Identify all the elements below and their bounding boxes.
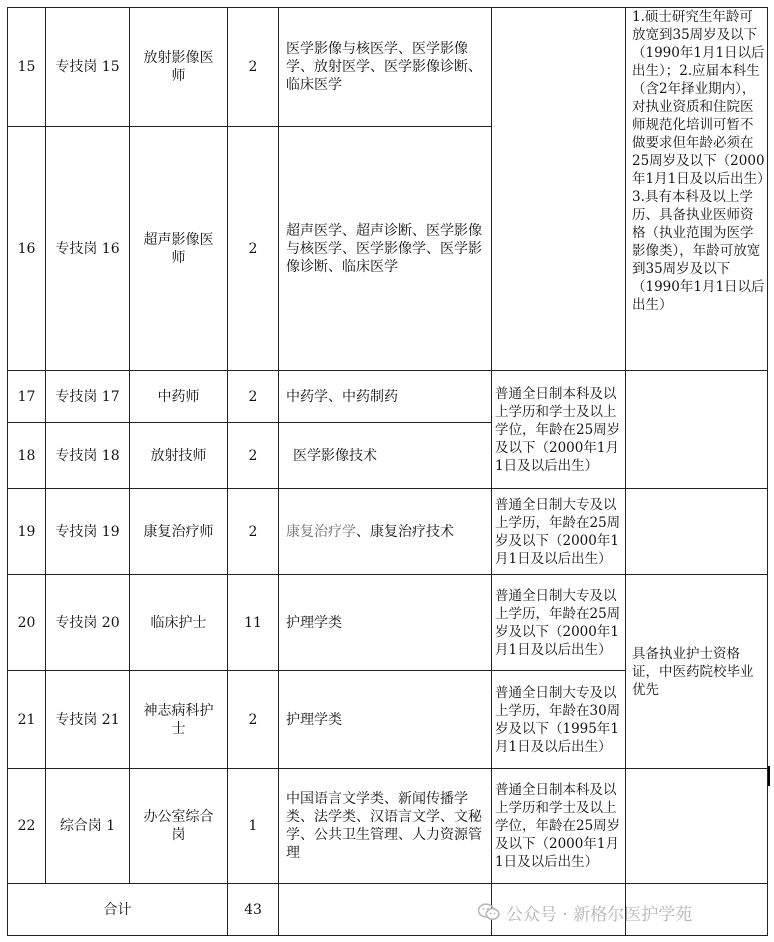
hire-count: 2 — [228, 423, 279, 489]
position-code: 专技岗 15 — [46, 8, 130, 127]
hire-count: 2 — [228, 489, 279, 575]
table-row — [8, 489, 768, 575]
row-number: 18 — [8, 423, 46, 489]
major-requirement — [279, 489, 492, 575]
education-requirement-empty — [492, 8, 626, 371]
table-row — [8, 8, 768, 127]
watermark — [478, 900, 692, 924]
remarks-cell: 具备执业护士资格证，中医药院校毕业优先 — [626, 575, 768, 769]
hire-count: 2 — [228, 8, 279, 127]
job-table — [7, 7, 768, 936]
table-row — [8, 575, 768, 671]
row-number: 22 — [8, 769, 46, 884]
wechat-icon — [478, 903, 500, 921]
position-name: 放射技师 — [130, 423, 228, 489]
remarks-empty — [626, 489, 768, 575]
table-row — [8, 371, 768, 423]
hire-count: 2 — [228, 371, 279, 423]
position-name: 办公室综合岗 — [130, 769, 228, 884]
total-label: 合计 — [8, 884, 228, 936]
row-number: 16 — [8, 127, 46, 371]
position-code: 专技岗 17 — [46, 371, 130, 423]
position-name: 神志病科护士 — [130, 671, 228, 769]
position-code: 专技岗 16 — [46, 127, 130, 371]
row-number: 21 — [8, 671, 46, 769]
major-requirement: 超声医学、超声诊断、医学影像与核医学、医学影像学、医学影像诊断、临床医学 — [279, 127, 492, 371]
education-requirement: 普通全日制大专及以上学历，年龄在25周岁及以下（2000年1月1日及以后出生） — [492, 489, 626, 575]
education-requirement: 普通全日制大专及以上学历，年龄在30周岁及以下（1995年1月1日及以后出生） — [492, 671, 626, 769]
position-code: 综合岗 1 — [46, 769, 130, 884]
hire-count: 1 — [228, 769, 279, 884]
position-name: 中药师 — [130, 371, 228, 423]
hire-count: 2 — [228, 671, 279, 769]
major-requirement: 护理学类 — [279, 575, 492, 671]
remarks-cell: 1.硕士研究生年龄可放宽到35周岁及以下（1990年1月1日以后出生）；2.应届本科生（含2年择业期内），对执业资质和住院医师规范化培训可暂不做要求但年龄必须在25周岁及以下（2000年1月1日及以后出生）3.具有本科及以上学历、具备执业医师资格（执业范围为医学影像类），年龄可放宽到35周岁及以下（1990年1月1日以后出生） — [626, 8, 768, 371]
major-requirement: 中药学、中药制药 — [279, 371, 492, 423]
total-count: 43 — [228, 884, 279, 936]
row-number: 19 — [8, 489, 46, 575]
row-number: 17 — [8, 371, 46, 423]
watermark-text: 公众号 · 新格尔医护学苑 — [506, 904, 693, 925]
major-requirement: 医学影像与核医学、医学影像学、放射医学、医学影像诊断、临床医学 — [279, 8, 492, 127]
hire-count: 11 — [228, 575, 279, 671]
position-code: 专技岗 19 — [46, 489, 130, 575]
position-code: 专技岗 20 — [46, 575, 130, 671]
text-cursor — [768, 766, 770, 786]
table-row — [8, 769, 768, 884]
education-requirement: 普通全日制本科及以上学历和学士及以上学位，年龄在25周岁及以下（2000年1月1日及以后出生） — [492, 769, 626, 884]
position-code: 专技岗 18 — [46, 423, 130, 489]
major-requirement: 中国语言文学类、新闻传播学类、法学类、汉语言文学、文秘学、公共卫生管理、人力资源管理 — [279, 769, 492, 884]
major-requirement-rest: 、康复治疗技术 — [356, 523, 454, 540]
position-name: 临床护士 — [130, 575, 228, 671]
position-name: 放射影像医师 — [130, 8, 228, 127]
row-number: 15 — [8, 8, 46, 127]
remarks-empty — [626, 371, 768, 489]
major-requirement: 护理学类 — [279, 671, 492, 769]
position-name: 康复治疗师 — [130, 489, 228, 575]
remarks-empty — [626, 769, 768, 884]
major-requirement-gray-part: 康复治疗学 — [286, 523, 356, 540]
position-name: 超声影像医师 — [130, 127, 228, 371]
education-requirement: 普通全日制大专及以上学历，年龄在25周岁及以下（2000年1月1日及以后出生） — [492, 575, 626, 671]
major-requirement: 医学影像技术 — [279, 423, 492, 489]
row-number: 20 — [8, 575, 46, 671]
education-requirement: 普通全日制本科及以上学历和学士及以上学位，年龄在25周岁及以下（2000年1月1日及以后出生） — [492, 371, 626, 489]
hire-count: 2 — [228, 127, 279, 371]
total-empty — [279, 884, 492, 936]
position-code: 专技岗 21 — [46, 671, 130, 769]
